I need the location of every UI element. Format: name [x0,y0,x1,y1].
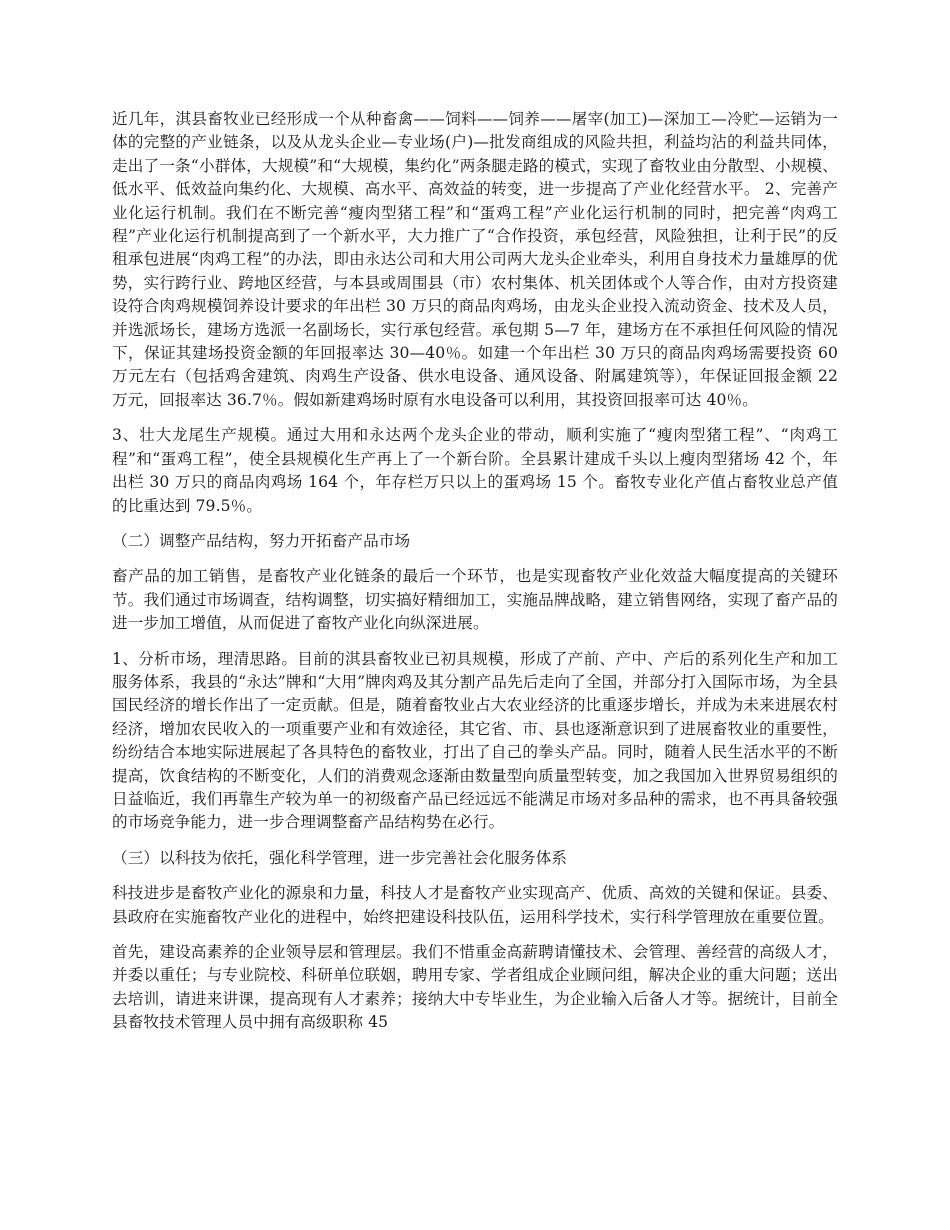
paragraph-industry-chain: 近几年，淇县畜牧业已经形成一个从种畜禽——饲料——饲养——屠宰(加工)—深加工—冷贮—运销为一体的完整的产业链条，以及从龙头企业—专业场(户)—批发商组成的风险共担，利益均沾的利益共同体，走出了一条“小群体，大规模”和“大规模，集约化”两条腿走路的模式，实现了畜牧业由分散型、小规模、低水平、低效益向集约化、大规模、高水平、高效益的转变，进一步提高了产业化经营水平。 2、完善产业化运行机制。我们在不断完善“瘦肉型猪工程”和“蛋鸡工程”产业化运行机制的同时，把完善“肉鸡工程”产业化运行机制提高到了一个新水平，大力推广了“合作投资，承包经营，风险独担，让利于民”的反租承包进展“肉鸡工程”的办法，即由永达公司和大用公司两大龙头企业牵头，利用自身技术力量雄厚的优势，实行跨行业、跨地区经营，与本县或周围县（市）农村集体、机关团体或个人等合作，由对方投资建设符合肉鸡规模饲养设计要求的年出栏 30 万只的商品肉鸡场，由龙头企业投入流动资金、技术及人员，并选派场长，建场方选派一名副场长，实行承包经营。承包期 5—7 年，建场方在不承担任何风险的情况下，保证其建场投资金额的年回报率达 30—40％。如建一个年出栏 30 万只的商品肉鸡场需要投资 60 万元左右（包括鸡舍建筑、肉鸡生产设备、供水电设备、通风设备、附属建筑等），年保证回报金额 22 万元，回报率达 36.7％。假如新建鸡场时原有水电设备可以利用，其投资回报率可达 40％。 [112,110,838,409]
paragraph-management-team: 首先，建设高素养的企业领导层和管理层。我们不惜重金高薪聘请懂技术、会管理、善经营的高级人才，并委以重任；与专业院校、科研单位联姻，聘用专家、学者组成企业顾问组，解决企业的重大问题；送出去培训，请进来讲课，提高现有人才素养；接纳大中专毕业生，为企业输入后备人才等。据统计，目前全县畜牧技术管理人员中拥有高级职称 45 [112,943,838,1032]
paragraph-market-analysis: 1、分析市场，理清思路。目前的淇县畜牧业已初具规模，形成了产前、产中、产后的系列化生产和加工服务体系，我县的“永达”牌和“大用”牌肉鸡及其分割产品先后走向了全国，并部分打入国际市场，为全县国民经济的增长作出了一定贡献。但是，随着畜牧业占大农业经济的比重逐步增长，并成为未来进展农村经济，增加农民收入的一项重要产业和有效途径，其它省、市、县也逐渐意识到了进展畜牧业的重要性，纷纷结合本地实际进展起了各具特色的畜牧业，打出了自己的拳头产品。同时，随着人民生活水平的不断提高，饮食结构的不断变化，人们的消费观念逐渐由数量型向质量型转变，加之我国加入世界贸易组织的日益临近，我们再靠生产较为单一的初级畜产品已经远远不能满足市场对多品种的需求，也不再具备较强的市场竞争能力，进一步合理调整畜产品结构势在必行。 [112,649,838,832]
section-heading-product-structure: （二）调整产品结构，努力开拓畜产品市场 [112,531,411,550]
paragraph-processing-sales: 畜产品的加工销售，是畜牧产业化链条的最后一个环节，也是实现畜牧产业化效益大幅度提高的关键环节。我们通过市场调查，结构调整，切实搞好精细加工，实施品牌战略，建立销售网络，实现了畜产品的进一步加工增值，从而促进了畜牧产业化向纵深进展。 [112,567,838,633]
paragraph-tech-progress: 科技进步是畜牧产业化的源泉和力量，科技人才是畜牧产业实现高产、优质、高效的关键和保证。县委、县政府在实施畜牧产业化的进程中，始终把建设科技队伍，运用科学技术，实行科学管理放在重要位置。 [112,884,838,926]
document-body [112,108,838,1047]
section-heading-science-technology: （三）以科技为依托，强化科学管理，进一步完善社会化服务体系 [112,848,568,867]
paragraph-expand-scale: 3、壮大龙尾生产规模。通过大用和永达两个龙头企业的带动，顺利实施了“瘦肉型猪工程”、“肉鸡工程”和“蛋鸡工程”，使全县规模化生产再上了一个新台阶。全县累计建成千头以上瘦肉型猪场 42 个，年出栏 30 万只的商品肉鸡场 164 个，年存栏万只以上的蛋鸡场 15 个。畜牧专业化产值占畜牧业总产值的比重达到 79.5％。 [112,426,838,515]
